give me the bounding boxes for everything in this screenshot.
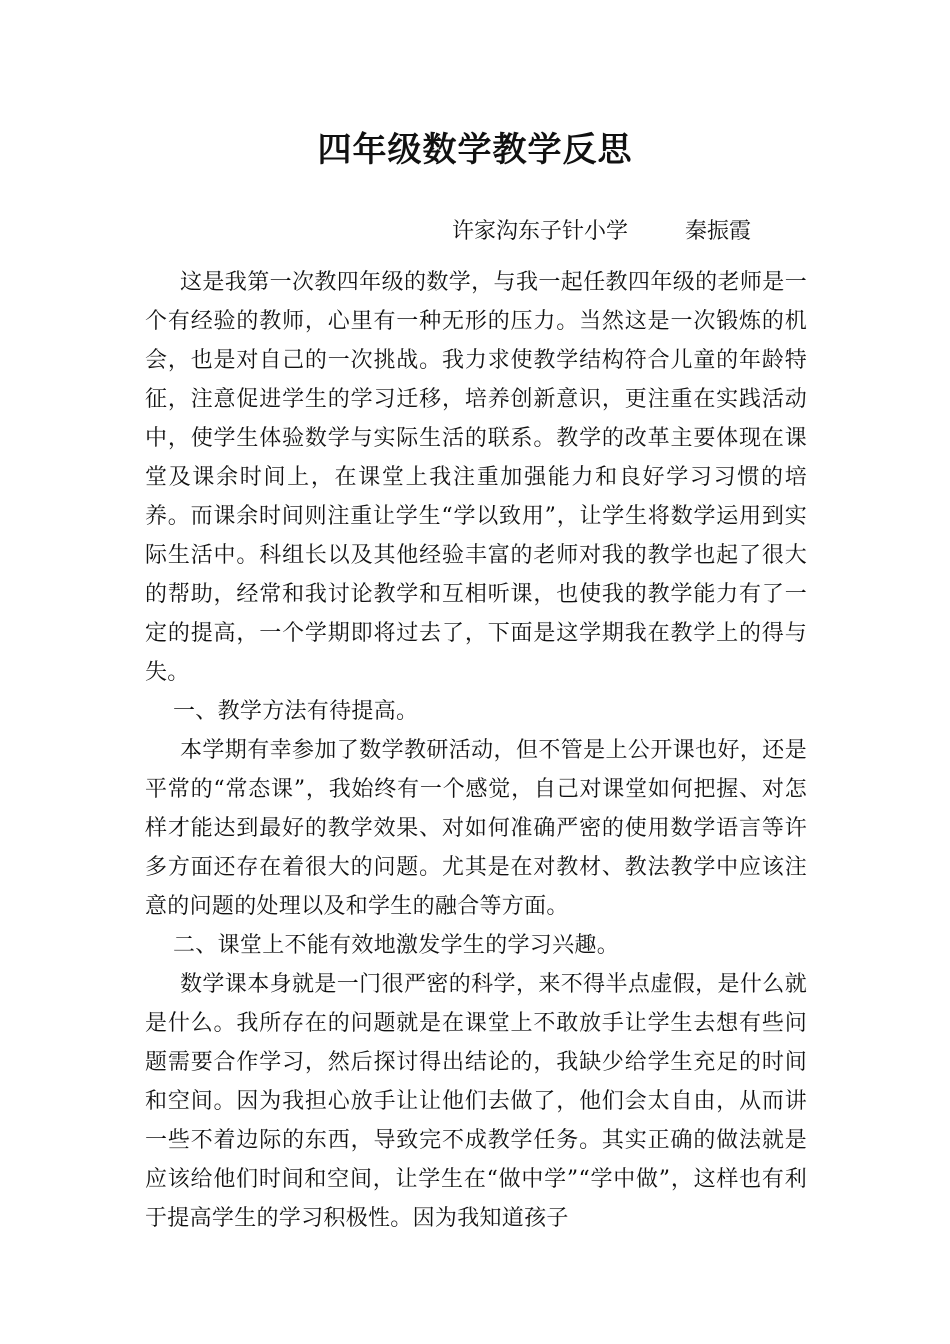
byline — [452, 212, 751, 252]
section-heading-2: 二、课堂上不能有效地激发学生的学习兴趣。 — [173, 933, 620, 958]
document-title: 四年级数学教学反思 — [317, 130, 633, 170]
paragraph-intro: 这是我第一次教四年级的数学，与我一起任教四年级的老师是一个有经验的教师，心里有一种无形的压力。当然这是一次锻炼的机会，也是对自己的一次挑战。我力求使教学结构符合儿童的年龄特征，注意促进学生的学习迁移，培养创新意识，更注重在实践活动中，使学生体验数学与实际生活的联系。教学的改革主要体现在课堂及课余时间上，在课堂上我注重加强能力和良好学习习惯的培养。而课余时间则注重让学生“学以致用”，让学生将数学运用到实际生活中。科组长以及其他经验丰富的老师对我的教学也起了很大的帮助，经常和我讨论教学和互相听课，也使我的教学能力有了一定的提高，一个学期即将过去了，下面是这学期我在教学上的得与失。 — [145, 270, 807, 685]
section-heading-1: 一、教学方法有待提高。 — [173, 699, 419, 724]
school-name: 许家沟东子针小学 — [452, 219, 629, 244]
paragraph-section-2: 数学课本身就是一门很严密的科学，来不得半点虚假，是什么就是什么。我所存在的问题就是在课堂上不敢放手让学生去想有些问题需要合作学习，然后探讨得出结论的，我缺少给学生充足的时间和空间。因为我担心放手让让他们去做了，他们会太自由，从而讲一些不着边际的东西，导致完不成教学任务。其实正确的做法就是应该给他们时间和空间，让学生在“做中学”“学中做”，这样也有利于提高学生的学习积极性。因为我知道孩子 — [145, 972, 807, 1231]
author-name: 秦振霞 — [685, 219, 752, 244]
document-body — [145, 263, 807, 1238]
paragraph-section-1: 本学期有幸参加了数学教研活动，但不管是上公开课也好，还是平常的“常态课”，我始终有一个感觉，自己对课堂如何把握、对怎样才能达到最好的教学效果、对如何准确严密的使用数学语言等许多方面还存在着很大的问题。尤其是在对教材、教法教学中应该注意的问题的处理以及和学生的融合等方面。 — [145, 738, 807, 919]
